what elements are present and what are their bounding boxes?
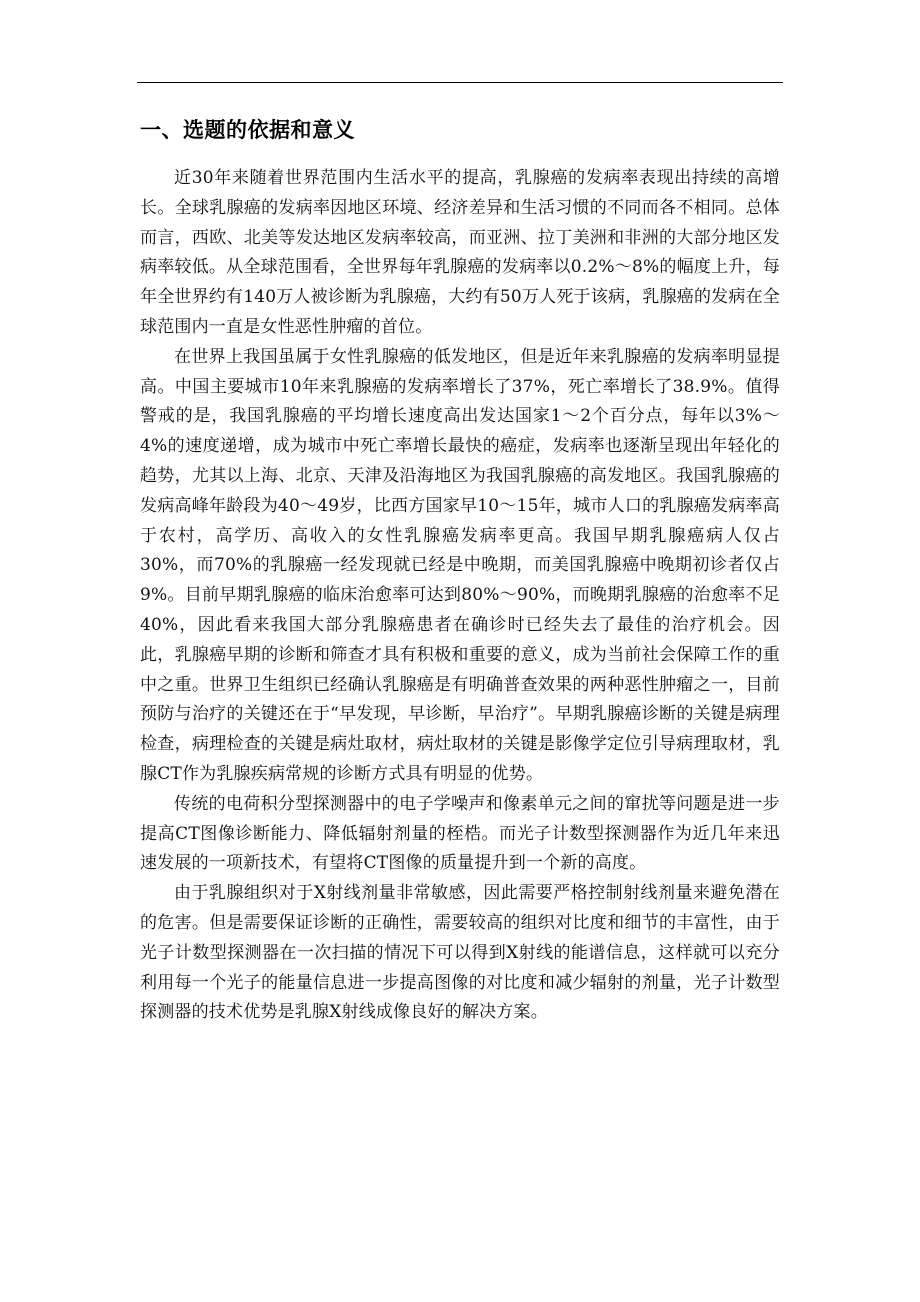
paragraph-4: 由于乳腺组织对于X射线剂量非常敏感，因此需要严格控制射线剂量来避免潜在的危害。但是需要保证诊断的正确性，需要较高的组织对比度和细节的丰富性，由于光子计数型探测器在一次扫描的情况下可以得到X射线的能谱信息，这样就可以充分利用每一个光子的能量信息进一步提高图像的对比度和减少辐射的剂量，光子计数型探测器的技术优势是乳腺X射线成像良好的解决方案。 bbox=[140, 883, 780, 1023]
section-heading: 一、选题的依据和意义 bbox=[140, 118, 355, 142]
paragraph-1: 近30年来随着世界范围内生活水平的提高，乳腺癌的发病率表现出持续的高增长。全球乳腺癌的发病率因地区环境、经济差异和生活习惯的不同而各不相同。总体而言，西欧、北美等发达地区发病率较高，而亚洲、拉丁美洲和非洲的大部分地区发病率较低。从全球范围看，全世界每年乳腺癌的发病率以0.2%～8%的幅度上升，每年全世界约有140万人被诊断为乳腺癌，大约有50万人死于该病，乳腺癌的发病在全球范围内一直是女性恶性肿瘤的首位。 bbox=[140, 168, 780, 337]
paragraph-2: 在世界上我国虽属于女性乳腺癌的低发地区，但是近年来乳腺癌的发病率明显提高。中国主要城市10年来乳腺癌的发病率增长了37%，死亡率增长了38.9%。值得警戒的是，我国乳腺癌的平均增长速度高出发达国家1～2个百分点，每年以3%～4%的速度递增，成为城市中死亡率增长最快的癌症，发病率也逐渐呈现出年轻化的趋势，尤其以上海、北京、天津及沿海地区为我国乳腺癌的高发地区。我国乳腺癌的发病高峰年龄段为40～49岁，比西方国家早10～15年，城市人口的乳腺癌发病率高于农村，高学历、高收入的女性乳腺癌发病率更高。我国早期乳腺癌病人仅占30%，而70%的乳腺癌一经发现就已经是中晚期，而美国乳腺癌中晚期初诊者仅占9%。目前早期乳腺癌的临床治愈率可达到80%～90%，而晚期乳腺癌的治愈率不足40%，因此看来我国大部分乳腺癌患者在确诊时已经失去了最佳的治疗机会。因此，乳腺癌早期的诊断和筛查才具有积极和重要的意义，成为当前社会保障工作的重中之重。世界卫生组织已经确认乳腺癌是有明确普查效果的两种恶性肿瘤之一，目前预防与治疗的关键还在于“早发现，早诊断，早治疗”。早期乳腺癌诊断的关键是病理检查，病理检查的关键是病灶取材，病灶取材的关键是影像学定位引导病理取材，乳腺CT作为乳腺疾病常规的诊断方式具有明显的优势。 bbox=[140, 346, 780, 784]
document-body bbox=[140, 112, 780, 1028]
paragraph-3: 传统的电荷积分型探测器中的电子学噪声和像素单元之间的窜扰等问题是进一步提高CT图像诊断能力、降低辐射剂量的桎梏。而光子计数型探测器作为近几年来迅速发展的一项新技术，有望将CT图像的质量提升到一个新的高度。 bbox=[140, 793, 780, 874]
header-rule bbox=[137, 82, 783, 83]
